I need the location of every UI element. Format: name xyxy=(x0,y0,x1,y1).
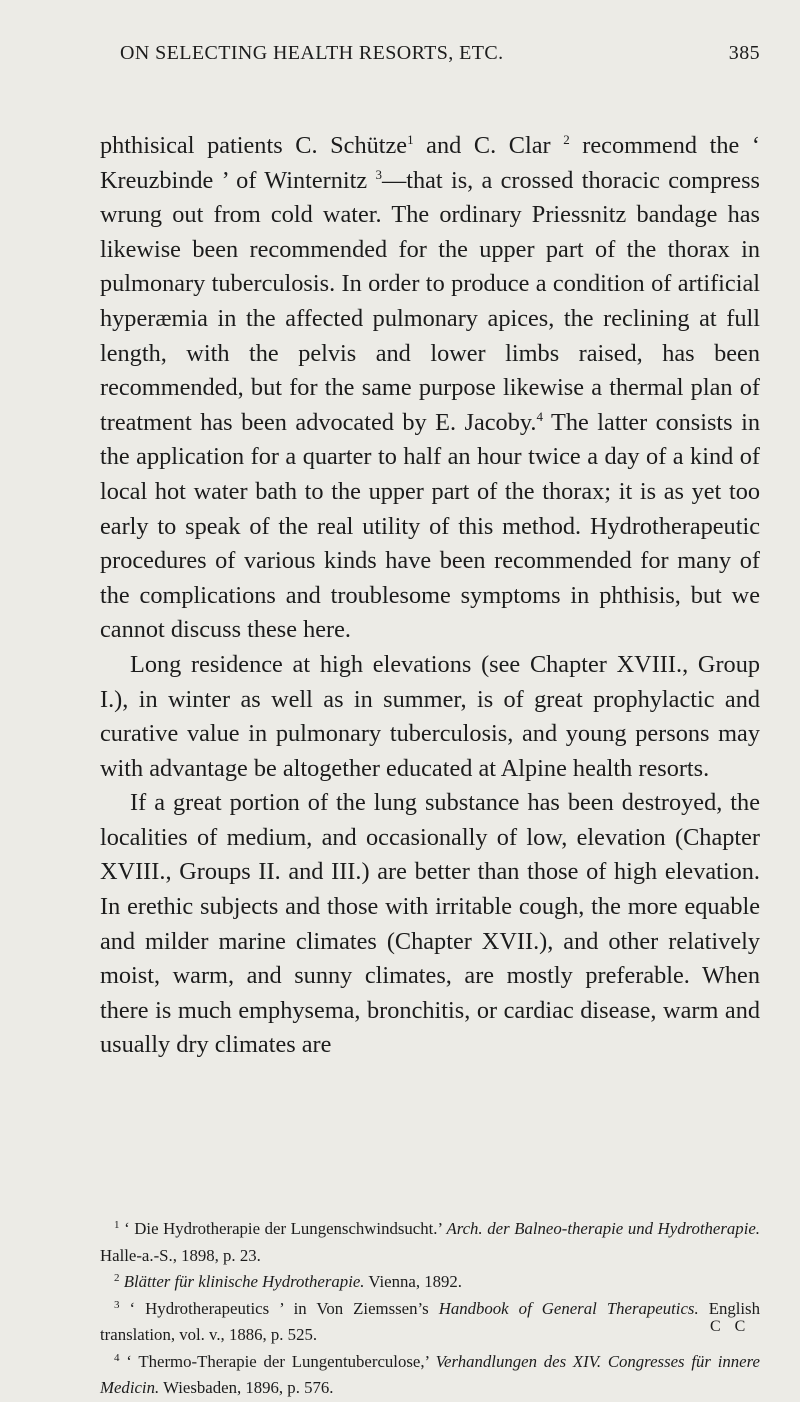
footnote-marker: 3 xyxy=(375,166,382,182)
text-run: The latter consists in the application for a quarter to half an hour twice a day of a kind of local hot water bath to the upper part of the thorax; it is as yet too early to speak of the real utility of this method. Hydrotherapeutic procedures of various kinds have been recommended for many of the complications and troublesome symptoms in phthisis, but we cannot discuss these here. xyxy=(100,408,760,644)
page-number: 385 xyxy=(728,42,760,64)
body-text xyxy=(100,129,760,1063)
footnote-marker: 2 xyxy=(563,132,570,147)
text-run: Wiesbaden, 1896, p. 576. xyxy=(159,1378,334,1397)
footnote xyxy=(100,1296,760,1349)
text-run: If a great portion of the lung substance has been destroyed, the localities of medium, and occasionally of low, elevation (Chapter XVIII., Groups II. and III.) are better than those of high elevation. In erethic subjects and those with irritable cough, the more equable and milder marine climates (Chapter XVII.), and other relatively moist, warm, and sunny climates, are mostly preferable. When there is much emphysema, bronchitis, or cardiac disease, warm and usually dry climates are xyxy=(100,789,760,1059)
text-run: phthisical patients C. Schütze xyxy=(100,132,408,159)
text-run: and C. Clar xyxy=(413,132,564,159)
paragraph xyxy=(100,648,760,786)
text-run: ‘ Hydrotherapeutics ’ in Von Ziemssen’s xyxy=(119,1298,439,1318)
text-run: Halle-a.-S., 1898, p. 23. xyxy=(100,1245,261,1265)
text-run: ‘ Thermo-Therapie der Lungentuberculose,’ xyxy=(119,1351,436,1371)
italic-title: Handbook of General Therapeutics. xyxy=(438,1298,699,1318)
footnote xyxy=(100,1269,760,1296)
text-run: English translation, vol. v., 1886, p. 525. xyxy=(100,1298,760,1344)
footnote-marker: 1 xyxy=(407,132,414,147)
italic-title: Verhandlungen des XIV. Congresses für innere Medicin. xyxy=(100,1351,760,1397)
footnote xyxy=(100,1349,760,1402)
footnote-marker: 4 xyxy=(536,408,543,424)
footnote-marker: 2 xyxy=(114,1272,120,1284)
footnote-marker: 1 xyxy=(114,1219,120,1231)
signature-mark: C C xyxy=(710,1318,751,1335)
text-run: Long residence at high elevations (see Chapter XVIII., Group I.), in winter as well as in summer, is of great prophylactic and curative value in pulmonary tuberculosis, and young persons may with advantage be altogether educated at Alpine health resorts. xyxy=(100,650,760,782)
footnote-marker: 3 xyxy=(114,1298,120,1311)
text-run: ‘ Die Hydrotherapie der Lungenschwindsucht.’ xyxy=(119,1219,447,1238)
running-title: ON SELECTING HEALTH RESORTS, ETC. xyxy=(120,42,504,64)
italic-title: Arch. der Balneo-therapie und Hydrotherapie. xyxy=(446,1219,760,1238)
paragraph xyxy=(100,129,760,648)
paragraph xyxy=(100,786,760,1063)
text-run: recommend the ‘ Kreuzbinde ’ of Winternitz xyxy=(100,132,760,194)
footnotes xyxy=(100,1216,760,1402)
text-run: —that is, a crossed thoracic compress wrung out from cold water. The ordinary Priessnitz bandage has likewise been recommended for the upper part of the thorax in pulmonary tuberculosis. In order to produce a condition of artificial hyperæmia in the affected pulmonary apices, the reclining at full length, with the pelvis and lower limbs raised, has been recommended, but for the same purpose likewise a thermal plan of treatment has been advocated by E. Jacoby. xyxy=(100,166,760,436)
italic-title: Blätter für klinische Hydrotherapie. xyxy=(123,1272,365,1291)
text-run: Vienna, 1892. xyxy=(364,1272,462,1291)
footnote-marker: 4 xyxy=(114,1351,120,1364)
footnote xyxy=(100,1216,760,1269)
